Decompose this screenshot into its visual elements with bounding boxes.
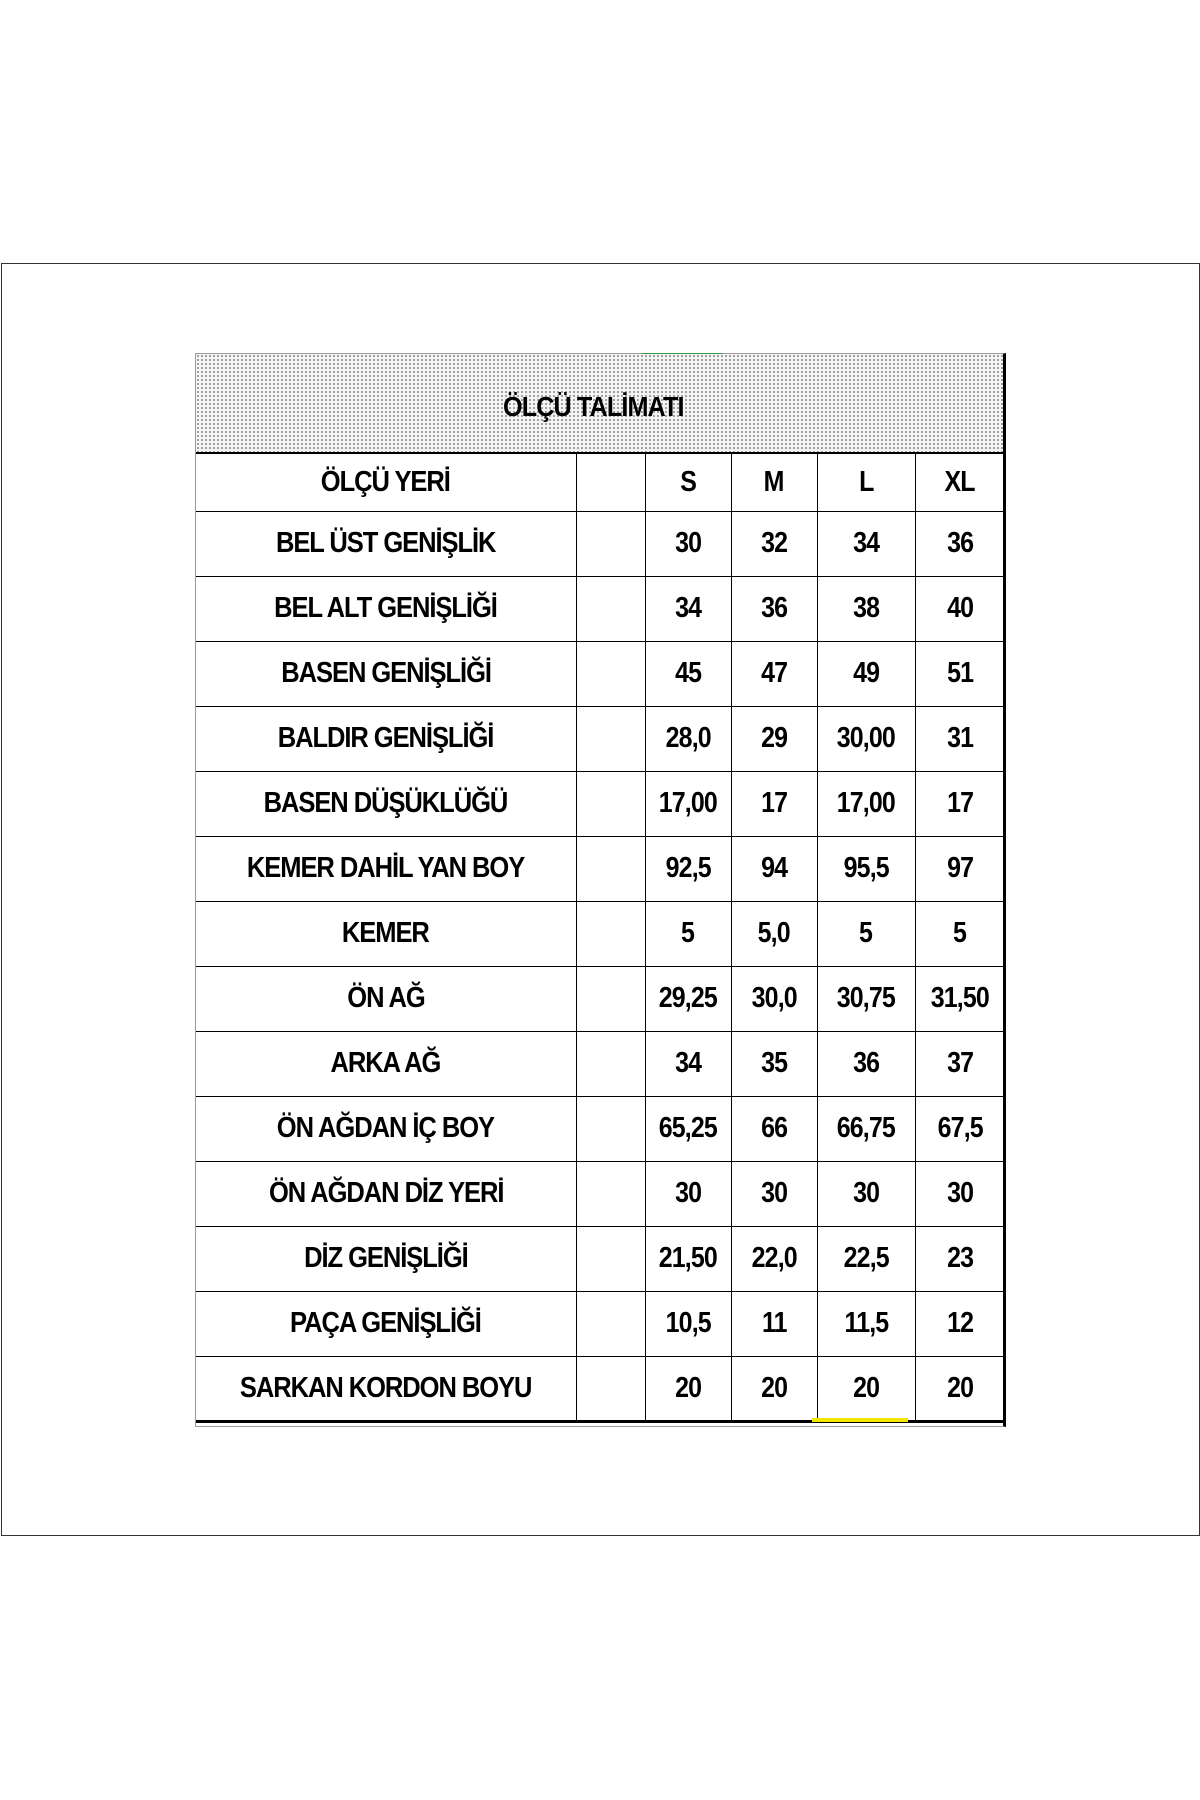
table-row <box>196 1096 1004 1161</box>
measurement-value: 47 <box>760 657 788 689</box>
value-cell <box>915 1161 1004 1226</box>
value-cell <box>915 576 1004 641</box>
measurement-value: 34 <box>674 592 702 624</box>
row-blank-cell <box>576 966 645 1031</box>
measurement-value: 30 <box>674 1177 702 1209</box>
measurement-value: 92,5 <box>665 852 711 884</box>
value-cell <box>817 901 915 966</box>
row-blank-cell <box>576 1356 645 1421</box>
row-label-cell <box>196 1226 576 1291</box>
header-size-cell <box>731 454 817 511</box>
measurement-value: 29,25 <box>658 982 718 1014</box>
value-cell <box>731 641 817 706</box>
measurement-value: 30 <box>946 1177 973 1209</box>
row-label-cell <box>196 1096 576 1161</box>
measurement-value: 30 <box>760 1177 788 1209</box>
row-blank-cell <box>576 641 645 706</box>
value-cell <box>645 836 731 901</box>
value-cell <box>645 576 731 641</box>
value-cell <box>915 836 1004 901</box>
measurement-value: 30 <box>852 1177 880 1209</box>
value-cell <box>915 511 1004 576</box>
row-label: ARKA AĞ <box>330 1047 441 1079</box>
measurement-value: 38 <box>852 592 880 624</box>
value-cell <box>915 1031 1004 1096</box>
value-cell <box>817 641 915 706</box>
row-label-cell <box>196 641 576 706</box>
value-cell <box>645 1161 731 1226</box>
row-label-cell <box>196 1356 576 1421</box>
measurement-value: 20 <box>674 1371 702 1404</box>
measurement-value: 20 <box>852 1371 880 1404</box>
value-cell <box>817 1226 915 1291</box>
row-label-cell <box>196 511 576 576</box>
table-row <box>196 706 1004 771</box>
header-blank-cell <box>576 454 645 511</box>
table-title: ÖLÇÜ TALİMATI <box>503 391 684 422</box>
value-cell <box>915 966 1004 1031</box>
row-label: ÖN AĞDAN DİZ YERİ <box>268 1177 503 1209</box>
row-blank-cell <box>576 901 645 966</box>
table-row <box>196 966 1004 1031</box>
measurement-value: 30,00 <box>836 722 896 754</box>
measurement-value: 17 <box>946 787 973 819</box>
value-cell <box>731 771 817 836</box>
row-label: ÖN AĞ <box>347 982 425 1014</box>
value-cell <box>817 1096 915 1161</box>
value-cell <box>817 511 915 576</box>
measurement-value: 29 <box>760 722 788 754</box>
size-xl: XL <box>944 465 975 498</box>
value-cell <box>915 641 1004 706</box>
measurement-value: 12 <box>946 1307 973 1339</box>
value-cell <box>915 1226 1004 1291</box>
measurement-value: 49 <box>852 657 880 689</box>
row-blank-cell <box>576 1291 645 1356</box>
value-cell <box>915 771 1004 836</box>
measurement-value: 37 <box>946 1047 973 1079</box>
measurement-value: 23 <box>946 1242 973 1274</box>
header-size-cell <box>645 454 731 511</box>
value-cell <box>915 1291 1004 1356</box>
measurement-value: 97 <box>946 852 973 884</box>
header-label-cell <box>196 454 576 511</box>
value-cell <box>817 1356 915 1421</box>
table-row <box>196 1031 1004 1096</box>
value-cell <box>645 641 731 706</box>
measurement-value: 30 <box>674 527 702 559</box>
size-m: M <box>764 465 784 498</box>
measurement-value: 66,75 <box>836 1112 896 1144</box>
size-l: L <box>858 465 874 498</box>
table-row <box>196 511 1004 576</box>
row-blank-cell <box>576 706 645 771</box>
header-size-cell <box>817 454 915 511</box>
table-row <box>196 1356 1004 1421</box>
header-size-cell <box>915 454 1004 511</box>
value-cell <box>731 901 817 966</box>
measurement-value: 5 <box>953 917 967 949</box>
row-label: KEMER <box>342 917 430 949</box>
header-label: ÖLÇÜ YERİ <box>321 465 451 498</box>
size-chart-sheet <box>195 353 1006 1427</box>
value-cell <box>645 706 731 771</box>
row-blank-cell <box>576 1096 645 1161</box>
measurement-value: 35 <box>760 1047 788 1079</box>
measurement-value: 5 <box>681 917 695 949</box>
row-label-cell <box>196 706 576 771</box>
row-blank-cell <box>576 1161 645 1226</box>
cell-highlight-mark <box>812 1418 908 1422</box>
value-cell <box>731 1161 817 1226</box>
measurement-value: 94 <box>760 852 788 884</box>
measurement-value: 95,5 <box>843 852 889 884</box>
header-row <box>196 454 1004 511</box>
measurement-value: 66 <box>760 1112 788 1144</box>
value-cell <box>645 1226 731 1291</box>
value-cell <box>645 771 731 836</box>
row-label: BASEN GENİŞLİĞİ <box>280 657 491 689</box>
measurement-value: 20 <box>946 1371 973 1404</box>
measurement-value: 36 <box>946 527 973 559</box>
value-cell <box>731 706 817 771</box>
table-row <box>196 576 1004 641</box>
value-cell <box>915 706 1004 771</box>
row-blank-cell <box>576 511 645 576</box>
measurement-value: 31,50 <box>930 982 989 1014</box>
value-cell <box>731 576 817 641</box>
value-cell <box>645 966 731 1031</box>
measurement-value: 45 <box>674 657 702 689</box>
row-blank-cell <box>576 771 645 836</box>
value-cell <box>731 511 817 576</box>
measurement-value: 5,0 <box>757 917 791 949</box>
measurement-value: 51 <box>946 657 973 689</box>
value-cell <box>645 1096 731 1161</box>
value-cell <box>731 966 817 1031</box>
row-label-cell <box>196 966 576 1031</box>
row-label-cell <box>196 901 576 966</box>
row-blank-cell <box>576 1031 645 1096</box>
row-label: PAÇA GENİŞLİĞİ <box>290 1307 482 1339</box>
row-label: SARKAN KORDON BOYU <box>240 1371 532 1404</box>
value-cell <box>731 1291 817 1356</box>
value-cell <box>731 1096 817 1161</box>
measurement-value: 34 <box>674 1047 702 1079</box>
value-cell <box>817 706 915 771</box>
measurement-value: 65,25 <box>658 1112 718 1144</box>
value-cell <box>645 1031 731 1096</box>
table-row <box>196 1226 1004 1291</box>
value-cell <box>817 1161 915 1226</box>
value-cell <box>731 1356 817 1421</box>
row-label: BEL ÜST GENİŞLİK <box>276 527 496 559</box>
value-cell <box>817 966 915 1031</box>
row-label: DİZ GENİŞLİĞİ <box>303 1242 468 1274</box>
measurement-value: 34 <box>852 527 880 559</box>
row-label-cell <box>196 771 576 836</box>
measurement-value: 40 <box>946 592 973 624</box>
value-cell <box>817 1291 915 1356</box>
row-label-cell <box>196 576 576 641</box>
row-label: KEMER DAHİL YAN BOY <box>247 852 525 884</box>
table-row <box>196 1161 1004 1226</box>
value-cell <box>915 1356 1004 1421</box>
measurement-value: 28,0 <box>665 722 711 754</box>
row-label-cell <box>196 1161 576 1226</box>
value-cell <box>731 1031 817 1096</box>
row-label: BASEN DÜŞÜKLÜĞÜ <box>263 787 508 819</box>
measurement-value: 17 <box>760 787 788 819</box>
value-cell <box>817 771 915 836</box>
row-blank-cell <box>576 836 645 901</box>
measurement-value: 67,5 <box>937 1112 983 1144</box>
measurement-value: 11 <box>761 1307 787 1339</box>
measurement-value: 32 <box>760 527 788 559</box>
row-blank-cell <box>576 576 645 641</box>
row-label-cell <box>196 1291 576 1356</box>
value-cell <box>731 1226 817 1291</box>
measurement-value: 17,00 <box>658 787 718 819</box>
table-row <box>196 901 1004 966</box>
row-label-cell <box>196 836 576 901</box>
measurement-value: 5 <box>859 917 873 949</box>
row-label-cell <box>196 1031 576 1096</box>
row-blank-cell <box>576 1226 645 1291</box>
measurement-value: 11,5 <box>844 1307 888 1339</box>
table-row <box>196 1291 1004 1356</box>
table-row <box>196 771 1004 836</box>
value-cell <box>645 1356 731 1421</box>
measurement-value: 31 <box>946 722 973 754</box>
measurement-value: 20 <box>760 1371 788 1404</box>
value-cell <box>915 901 1004 966</box>
table-row <box>196 836 1004 901</box>
measurement-value: 22,5 <box>843 1242 889 1274</box>
table-row <box>196 641 1004 706</box>
value-cell <box>915 1096 1004 1161</box>
size-table <box>196 454 1004 1423</box>
row-label: BALDIR GENİŞLİĞİ <box>277 722 494 754</box>
measurement-value: 36 <box>760 592 788 624</box>
value-cell <box>645 511 731 576</box>
value-cell <box>817 836 915 901</box>
row-label: ÖN AĞDAN İÇ BOY <box>277 1112 495 1144</box>
value-cell <box>645 901 731 966</box>
measurement-value: 10,5 <box>665 1307 711 1339</box>
measurement-value: 22,0 <box>751 1242 797 1274</box>
title-band <box>196 354 1003 454</box>
value-cell <box>817 576 915 641</box>
row-label: BEL ALT GENİŞLİĞİ <box>274 592 498 624</box>
size-s: S <box>680 465 696 498</box>
measurement-value: 30,0 <box>751 982 797 1014</box>
measurement-value: 21,50 <box>658 1242 718 1274</box>
measurement-value: 17,00 <box>836 787 896 819</box>
value-cell <box>731 836 817 901</box>
measurement-value: 36 <box>852 1047 880 1079</box>
measurement-value: 30,75 <box>836 982 896 1014</box>
value-cell <box>645 1291 731 1356</box>
value-cell <box>817 1031 915 1096</box>
